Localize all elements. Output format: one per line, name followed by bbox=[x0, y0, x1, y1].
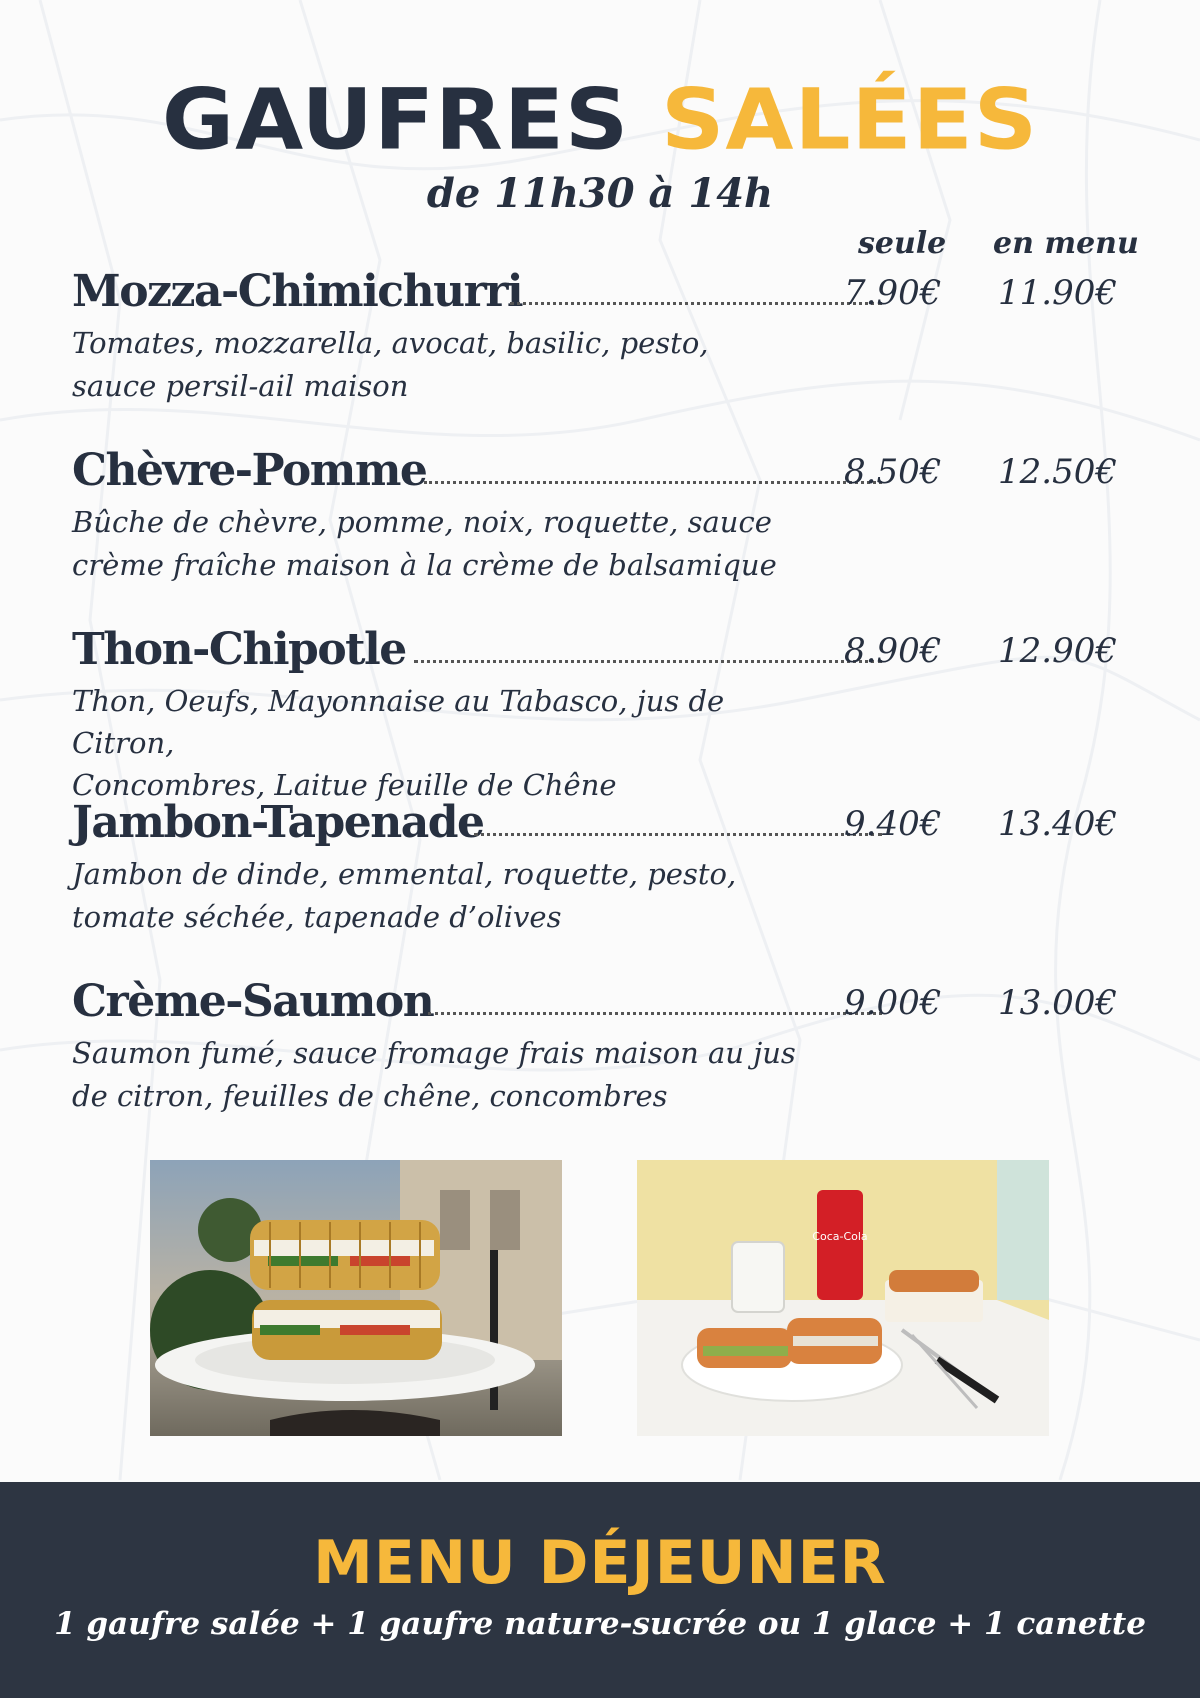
dot-leader bbox=[428, 1012, 882, 1015]
price-single: 8.90€ bbox=[844, 631, 942, 671]
dot-leader bbox=[474, 833, 882, 836]
description-line: tomate séchée, tapenade d’olives bbox=[72, 900, 562, 934]
description-line: Tomates, mozzarella, avocat, basilic, pesto, bbox=[72, 326, 709, 360]
banner-subtitle: 1 gaufre salée + 1 gaufre nature-sucrée ou 1 glace + 1 canette bbox=[54, 1606, 1146, 1642]
item-name: Thon-Chipotle bbox=[72, 624, 406, 675]
column-header-menu: en menu bbox=[993, 226, 1139, 261]
description-line: Concombres, Laitue feuille de Chêne bbox=[72, 768, 617, 802]
description-line: de citron, feuilles de chêne, concombres bbox=[72, 1079, 668, 1113]
menu-item bbox=[72, 974, 1132, 1124]
banner-title: MENU DÉJEUNER bbox=[313, 1528, 887, 1598]
item-description bbox=[72, 680, 832, 806]
waffle-sandwich-photo bbox=[150, 1160, 562, 1436]
description-line: Saumon fumé, sauce fromage frais maison au jus bbox=[72, 1036, 796, 1070]
dot-leader bbox=[424, 481, 882, 484]
lunch-menu-photo bbox=[637, 1160, 1049, 1436]
service-hours: de 11h30 à 14h bbox=[426, 170, 774, 217]
description-line: Thon, Oeufs, Mayonnaise au Tabasco, jus de Citron, bbox=[72, 684, 725, 760]
price-single: 8.50€ bbox=[844, 452, 942, 492]
price-single: 7.90€ bbox=[844, 273, 942, 313]
item-name: Jambon-Tapenade bbox=[72, 797, 484, 848]
dot-leader bbox=[510, 302, 882, 305]
item-name: Mozza-Chimichurri bbox=[72, 266, 523, 317]
price-single: 9.40€ bbox=[844, 804, 942, 844]
can-label: Coca-Cola bbox=[812, 1230, 868, 1243]
menu-item bbox=[72, 795, 1132, 945]
menu-item bbox=[72, 264, 1132, 414]
description-line: Jambon de dinde, emmental, roquette, pesto, bbox=[72, 857, 737, 891]
item-description bbox=[72, 1032, 832, 1118]
item-description bbox=[72, 501, 832, 587]
description-line: sauce persil-ail maison bbox=[72, 369, 409, 403]
item-description bbox=[72, 322, 832, 408]
lunch-menu-banner bbox=[0, 1482, 1200, 1698]
price-menu: 13.00€ bbox=[998, 983, 1117, 1023]
dot-leader bbox=[414, 660, 882, 663]
header bbox=[0, 70, 1200, 218]
price-menu: 13.40€ bbox=[998, 804, 1117, 844]
price-menu: 11.90€ bbox=[998, 273, 1117, 313]
description-line: Bûche de chèvre, pomme, noix, roquette, sauce bbox=[72, 505, 772, 539]
description-line: crème fraîche maison à la crème de balsamique bbox=[72, 548, 777, 582]
title-word-2: SALÉES bbox=[660, 70, 1039, 169]
price-menu: 12.90€ bbox=[998, 631, 1117, 671]
item-name: Crème-Saumon bbox=[72, 976, 434, 1027]
price-single: 9.00€ bbox=[844, 983, 942, 1023]
price-menu: 12.50€ bbox=[998, 452, 1117, 492]
item-name: Chèvre-Pomme bbox=[72, 445, 427, 496]
item-description bbox=[72, 853, 832, 939]
title-word-1: GAUFRES bbox=[161, 70, 630, 169]
menu-item bbox=[72, 622, 1132, 802]
column-header-single: seule bbox=[858, 226, 947, 261]
page-title bbox=[0, 70, 1200, 169]
menu-item bbox=[72, 443, 1132, 593]
